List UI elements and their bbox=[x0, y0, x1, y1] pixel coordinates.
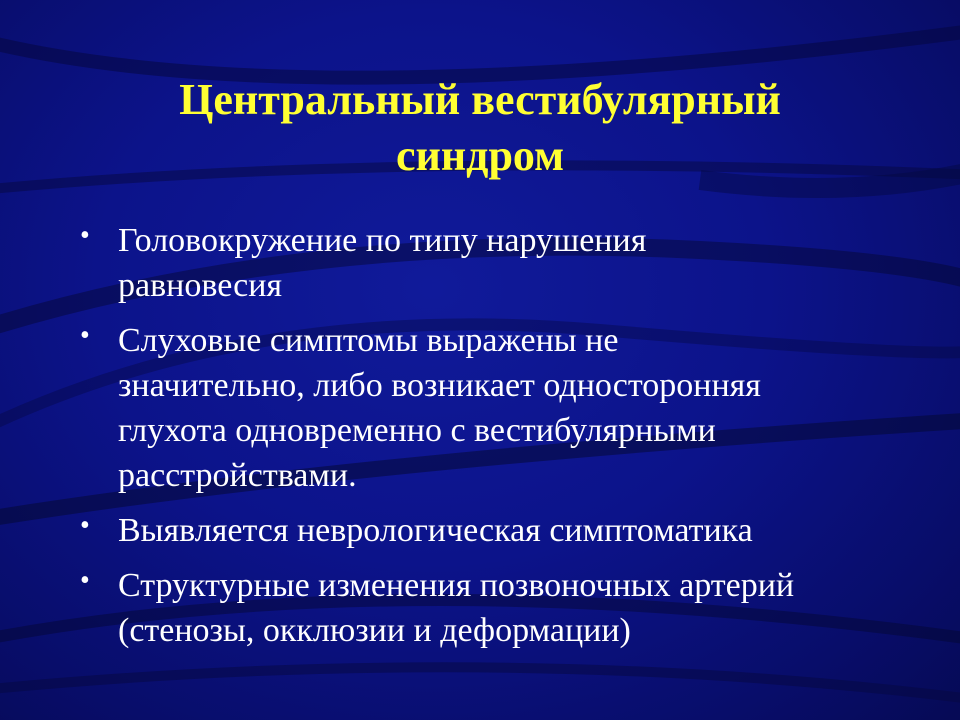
bullet-dot-icon: • bbox=[80, 320, 90, 351]
bullet-list bbox=[80, 218, 880, 663]
slide-title-line: Центральный вестибулярный bbox=[179, 75, 781, 124]
bullet-line: (стенозы, окклюзии и деформации) bbox=[118, 612, 631, 649]
bullet-dot-icon: • bbox=[80, 565, 90, 596]
bullet-line: расстройствами. bbox=[118, 457, 357, 494]
bullet-dot-icon: • bbox=[80, 510, 90, 541]
bullet-line: глухота одновременно с вестибулярными bbox=[118, 412, 716, 449]
slide-title-line: синдром bbox=[395, 131, 565, 180]
bullet-line: Структурные изменения позвоночных артерий bbox=[118, 567, 795, 604]
slide-title bbox=[60, 72, 900, 184]
bullet-dot-icon: • bbox=[80, 220, 90, 251]
bullet-line: Слуховые симптомы выражены не bbox=[118, 322, 619, 359]
bullet-text bbox=[118, 318, 880, 498]
bullet-line: Выявляется неврологическая симптоматика bbox=[118, 512, 753, 549]
bullet-item bbox=[80, 218, 880, 308]
swoosh-1 bbox=[0, 30, 960, 78]
bullet-line: Головокружение по типу нарушения bbox=[118, 222, 647, 259]
bullet-text bbox=[118, 508, 880, 553]
bullet-item bbox=[80, 563, 880, 653]
swoosh-7 bbox=[0, 667, 960, 700]
bullet-text bbox=[118, 218, 880, 308]
bullet-text bbox=[118, 563, 880, 653]
bullet-item bbox=[80, 508, 880, 553]
bullet-item bbox=[80, 318, 880, 498]
bullet-line: равновесия bbox=[118, 267, 283, 304]
bullet-line: значительно, либо возникает односторонняя bbox=[118, 367, 761, 404]
